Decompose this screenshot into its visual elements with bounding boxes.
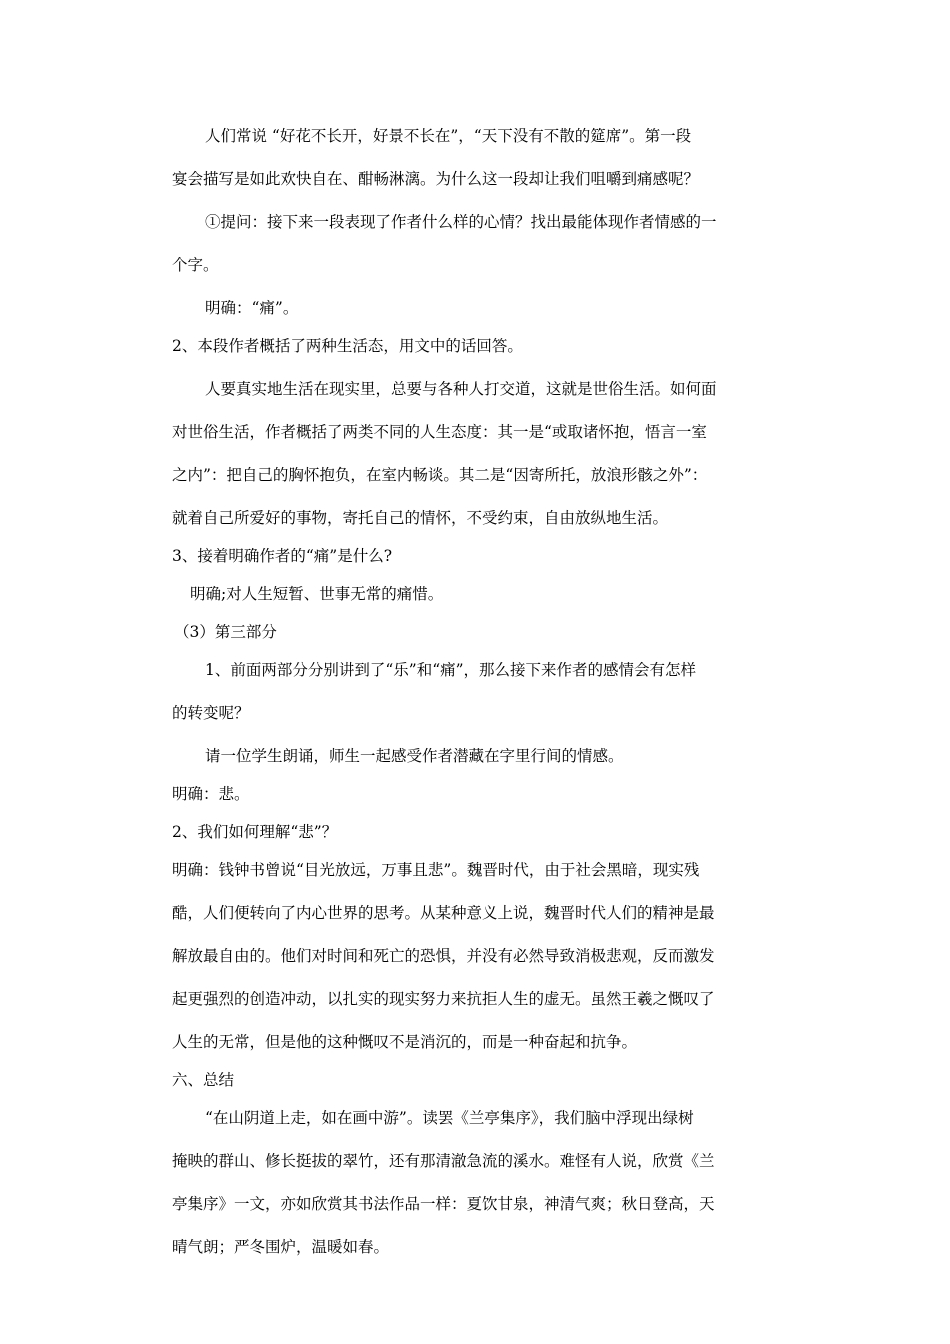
- paragraph-line-2: 宴会描写是如此欢快自在、酣畅淋漓。为什么这一段却让我们咀嚼到痛感呢？: [172, 170, 700, 188]
- item-2-question: 2、我们如何理解“悲”？: [172, 823, 338, 841]
- paragraph-line-13: 起更强烈的创造冲动，以扎实的现实努力来抗拒人生的虚无。虽然王羲之慨叹了: [172, 990, 715, 1008]
- paragraph-line-18: 晴气朗；严冬围炉，温暖如春。: [172, 1238, 390, 1256]
- paragraph-line-6: 就着自己所爱好的事物，寄托自己的情怀，不受约束，自由放纵地生活。: [172, 509, 669, 527]
- paragraph-line-15: “在山阴道上走，如在画中游”。读罢《兰亭集序》，我们脑中浮现出绿树: [205, 1109, 694, 1127]
- paragraph-line-11: 酷，人们便转向了内心世界的思考。从某种意义上说，魏晋时代人们的精神是最: [172, 904, 715, 922]
- paragraph-line-5: 之内”：把自己的胸怀抱负，在室内畅谈。其二是“因寄所托，放浪形骸之外”：: [172, 466, 708, 484]
- paragraph-line-12: 解放最自由的。他们对时间和死亡的恐惧，并没有必然导致消极悲观，反而激发: [172, 947, 715, 965]
- paragraph-line-14: 人生的无常，但是他的这种慨叹不是消沉的，而是一种奋起和抗争。: [172, 1033, 638, 1051]
- paragraph-line-16: 掩映的群山、修长挺拔的翠竹，还有那清澈急流的溪水。难怪有人说，欣赏《兰: [172, 1152, 715, 1170]
- paragraph-line-9: 请一位学生朗诵，师生一起感受作者潜藏在字里行间的情感。: [205, 747, 624, 765]
- paragraph-line-10: 明确：钱钟书曾说“目光放远，万事且悲”。魏晋时代，由于社会黑暗，现实残: [172, 861, 700, 879]
- section-3-heading: （3）第三部分: [174, 623, 277, 641]
- item-2-heading: 2、本段作者概括了两种生活态，用文中的话回答。: [172, 337, 523, 355]
- item-3-heading: 3、接着明确作者的“痛”是什么?: [172, 547, 393, 565]
- answer-line-2: 明确;对人生短暂、世事无常的痛惜。: [190, 585, 444, 603]
- paragraph-line-4: 对世俗生活，作者概括了两类不同的人生态度：其一是“或取诸怀抱，悟言一室: [172, 423, 707, 441]
- paragraph-line-7: 1、前面两部分分别讲到了“乐”和“痛”，那么接下来作者的感情会有怎样: [205, 661, 697, 679]
- paragraph-line-1: 人们常说 “好花不长开，好景不长在”，“天下没有不散的筵席”。第一段: [205, 127, 692, 145]
- paragraph-line-8: 的转变呢？: [172, 704, 250, 722]
- answer-line-3: 明确：悲。: [172, 785, 250, 803]
- question-line-1: ①提问：接下来一段表现了作者什么样的心情？找出最能体现作者情感的一: [205, 213, 717, 231]
- summary-heading: 六、总结: [172, 1071, 235, 1089]
- paragraph-line-3: 人要真实地生活在现实里，总要与各种人打交道，这就是世俗生活。如何面: [205, 380, 717, 398]
- question-line-2: 个字。: [172, 256, 219, 274]
- answer-line-1: 明确：“痛”。: [205, 299, 299, 317]
- paragraph-line-17: 亭集序》一文，亦如欣赏其书法作品一样：夏饮甘泉，神清气爽；秋日登高，天: [172, 1195, 715, 1213]
